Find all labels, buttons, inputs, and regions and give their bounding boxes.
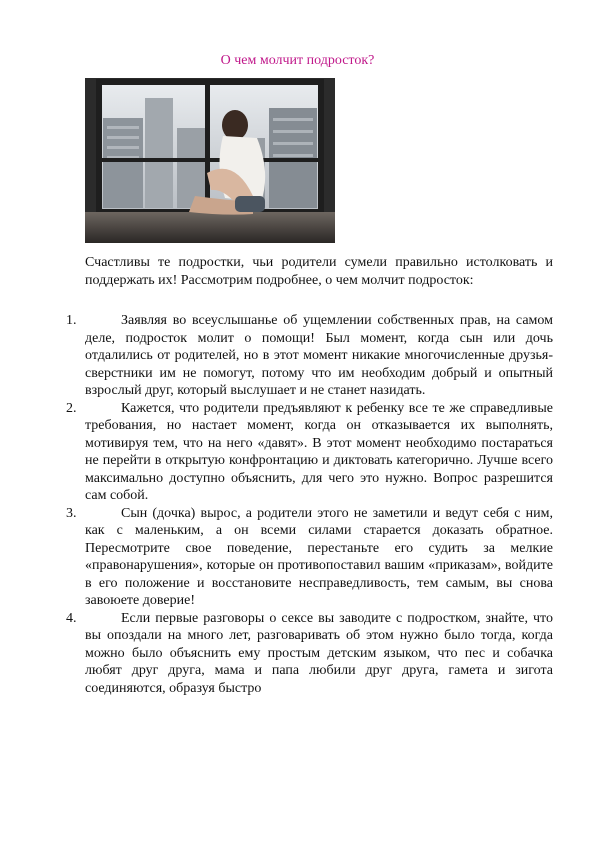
intro-paragraph: Счастливы те подростки, чьи родители сумели правильно истолковать и поддержать их! Рассмотрим подробнее, о чем молчит подросток: — [85, 255, 553, 288]
list-item-number: 4. — [66, 610, 77, 626]
list-item-text: Сын (дочка) вырос, а родители этого не заметили и ведут себя с ним, как с маленьким, а он всеми силами старается доказать обратное. Пересмотрите свое поведение, перестаньте его судить за мелкие «правонарушения», которые он противопоставил вашим «приказам», войдите в его положение и восстановите несправедливость, тем самым, вы снова завоюете доверие! — [85, 505, 553, 608]
teen-girl-at-window-photo — [85, 78, 335, 243]
list-item-text: Заявляя во всеуслышанье об ущемлении собственных прав, на самом деле, подросток молит о помощи! Был момент, когда сын или дочь отдалились от родителей, но в этот момент никакие многочисленные друзья-сверстники им не помогут, потому что им необходим добрый и опытный взрослый друг, который выслушает и не станет назидать. — [85, 313, 553, 398]
list-item-number: 3. — [66, 505, 77, 521]
list-item — [0, 505, 595, 610]
list-item — [0, 312, 595, 400]
list-item-number: 2. — [66, 400, 77, 416]
document-title: О чем молчит подросток? — [220, 53, 375, 68]
list-item — [0, 610, 595, 698]
list-item — [0, 400, 595, 505]
list-item-text: Кажется, что родители предъявляют к ребенку все те же справедливые требования, но настает момент, когда он отказывается их выполнять, мотивируя тем, что на него «давят». В этот момент необходимо постараться не перейти в открытую конфронтацию и диктовать категорично. Лучше всего максимально доступно объяснить, для чего это нужно. Вопрос разрешится сам собой. — [85, 400, 553, 503]
list-item-text: Если первые разговоры о сексе вы заводите с подростком, знайте, что вы опоздали на много лет, разговаривать об этом нужно было тогда, когда можно было объяснить ему простым детским языком, что пес и собачка любят друг друга, мама и папа любили друг друга, гамета и зигота соединяются, образуя быстро — [85, 610, 553, 696]
numbered-list — [0, 312, 595, 697]
list-item-number: 1. — [66, 313, 77, 328]
